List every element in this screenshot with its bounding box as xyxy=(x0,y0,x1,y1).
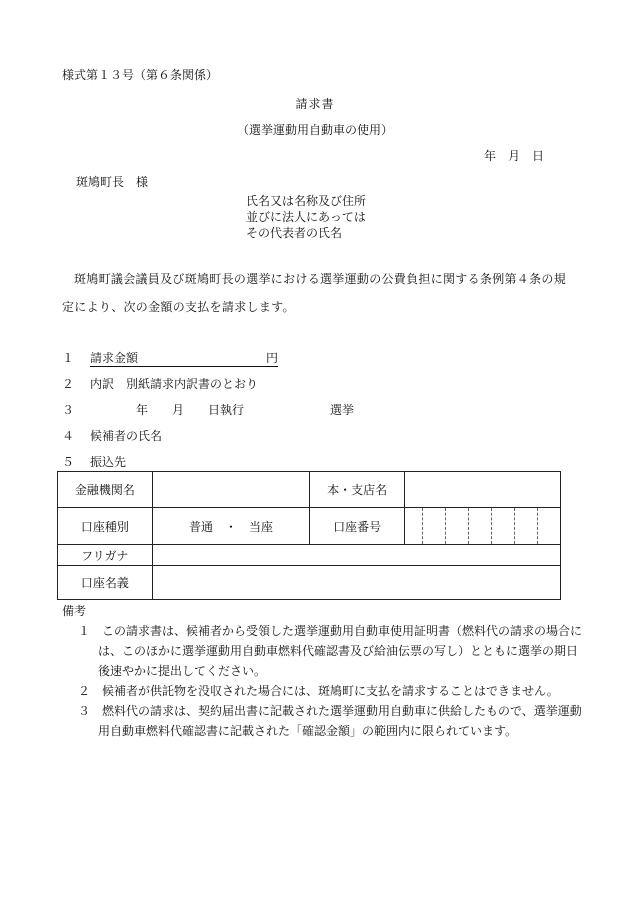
digit-box[interactable] xyxy=(468,508,491,544)
furigana-field[interactable] xyxy=(152,545,560,566)
item-number: ４ xyxy=(62,429,75,443)
claim-amount-field[interactable] xyxy=(90,349,278,367)
branch-field[interactable] xyxy=(405,472,561,508)
note-1: １ この請求書は、候補者から受領した選挙運動用自動車使用証明書（燃料代の請求の場合には、このほかに選挙運動用自動車燃料代確認書及び給油伝票の写し）とともに選挙の期日後速やかに提出してください。 xyxy=(78,624,583,678)
bank-account-table xyxy=(57,471,561,600)
notes-heading: 備考 xyxy=(62,604,87,618)
item-breakdown xyxy=(62,375,258,392)
account-number-label: 口座番号 xyxy=(310,508,405,545)
account-type-options[interactable]: 普通 ・ 当座 xyxy=(152,508,310,545)
item-number: １ xyxy=(62,351,75,365)
account-holder-field[interactable] xyxy=(152,566,560,600)
item-claim-amount xyxy=(62,349,278,367)
signature-line-1: 氏名又は名称及び住所 xyxy=(246,194,367,208)
digit-box[interactable] xyxy=(445,508,468,544)
account-number-field[interactable] xyxy=(405,508,561,545)
item-number: ５ xyxy=(62,455,75,469)
document-title: 請求書 xyxy=(295,97,335,111)
addressee: 斑鳩町長 様 xyxy=(76,175,149,189)
date-line: 年 月 日 xyxy=(484,149,545,163)
account-number-digit-boxes xyxy=(405,508,560,544)
signature-line-3: その代表者の氏名 xyxy=(246,226,343,240)
note-3: ３ 燃料代の請求は、契約届出書に記載された選挙運動用自動車に供給したもので、選挙運動用自動車燃料代確認書に記載された「確認金額」の範囲内に限られています。 xyxy=(78,704,582,738)
item-number: ３ xyxy=(62,403,75,417)
transfer-destination-label: 振込先 xyxy=(90,455,127,469)
election-suffix: 選挙 xyxy=(330,403,355,417)
item-candidate-name xyxy=(62,427,162,444)
candidate-name-label: 候補者の氏名 xyxy=(90,429,163,443)
furigana-label: フリガナ xyxy=(58,545,153,566)
account-holder-label: 口座名義 xyxy=(58,566,153,600)
election-date-text[interactable]: 年 月 日執行 xyxy=(136,403,245,417)
signature-line-2: 並びに法人にあっては xyxy=(246,210,366,224)
account-type-label: 口座種別 xyxy=(58,508,153,545)
digit-box[interactable] xyxy=(537,508,560,544)
item-number: ２ xyxy=(62,377,75,391)
digit-box[interactable] xyxy=(422,508,445,544)
form-number: 様式第１３号（第６条関係） xyxy=(62,68,219,82)
yen-unit: 円 xyxy=(266,351,279,365)
financial-institution-field[interactable] xyxy=(152,472,310,508)
digit-box[interactable] xyxy=(491,508,514,544)
branch-label: 本・支店名 xyxy=(310,472,405,508)
note-2: ２ 候補者が供託物を没収された場合には、斑鳩町に支払を請求することはできません。 xyxy=(78,684,559,698)
item-election-date xyxy=(62,401,354,418)
digit-box[interactable] xyxy=(514,508,537,544)
claim-amount-label: 請求金額 xyxy=(90,351,139,365)
breakdown-text: 内訳 別紙請求内訳書のとおり xyxy=(90,377,259,391)
request-statement: 斑鳩町議会議員及び斑鳩町長の選挙における選挙運動の公費負担に関する条例第４条の規定により、次の金額の支払を請求します。 xyxy=(62,272,567,314)
financial-institution-label: 金融機関名 xyxy=(58,472,153,508)
document-subtitle: （選挙運動用自動車の使用） xyxy=(236,123,393,137)
item-transfer-destination xyxy=(62,453,126,470)
